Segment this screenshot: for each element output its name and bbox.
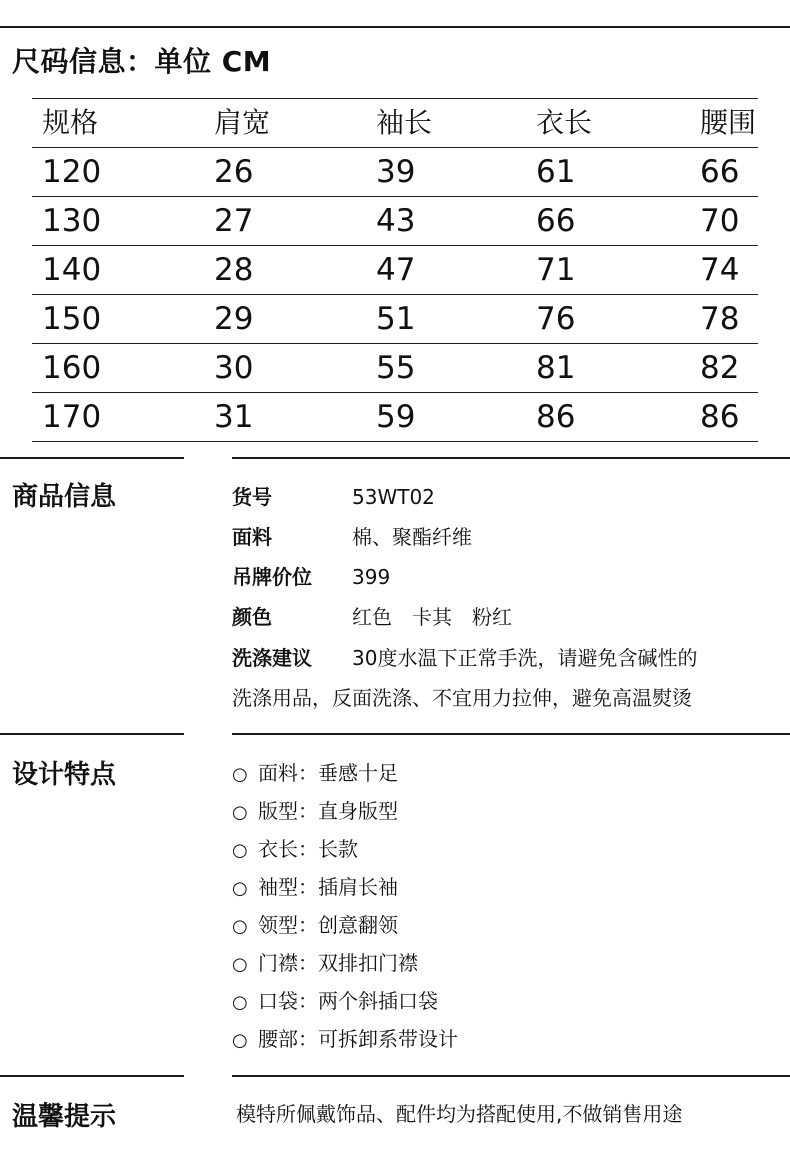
table-cell: 76 [536,301,576,337]
field-label: 吊牌价位 [232,565,312,589]
field-label: 货号 [232,485,272,509]
header-cell: 袖长 [376,106,433,139]
table-cell: 70 [700,203,740,239]
table-cell: 31 [214,399,254,435]
circle-bullet-icon: ○ [232,764,248,785]
feature-item [232,986,438,1016]
circle-bullet-icon: ○ [232,954,248,975]
field-value: 红色 卡其 粉红 [352,605,512,629]
table-cell: 81 [536,350,576,386]
feature-item [232,910,398,940]
circle-bullet-icon: ○ [232,992,248,1013]
section-divider-right [232,457,790,459]
header-cell: 衣长 [536,106,593,139]
feature-item [232,834,358,864]
feature-text: 腰部：可拆卸系带设计 [258,1027,458,1051]
size-table-header [32,98,758,148]
table-cell: 28 [214,252,254,288]
header-cell: 规格 [42,106,99,139]
table-cell: 29 [214,301,254,337]
table-cell: 86 [536,399,576,435]
header-cell: 肩宽 [214,106,271,139]
feature-text: 袖型：插肩长袖 [258,875,398,899]
table-cell: 74 [700,252,740,288]
feature-item [232,1024,458,1054]
circle-bullet-icon: ○ [232,802,248,823]
product-field-price [232,562,390,592]
table-cell: 59 [376,399,416,435]
circle-bullet-icon: ○ [232,916,248,937]
feature-text: 口袋：两个斜插口袋 [258,989,438,1013]
field-label: 洗涤建议 [232,646,312,670]
feature-item [232,758,398,788]
washing-continued: 洗涤用品，反面洗涤、不宜用力拉伸，避免高温熨烫 [232,686,692,710]
circle-bullet-icon: ○ [232,1030,248,1051]
feature-text: 领型：创意翻领 [258,913,398,937]
table-cell: 78 [700,301,740,337]
product-field-washing [232,643,697,673]
table-cell: 66 [536,203,576,239]
feature-text: 面料：垂感十足 [258,761,398,785]
table-cell: 43 [376,203,416,239]
table-cell: 66 [700,154,740,190]
field-value: 棉、聚酯纤维 [352,525,472,549]
feature-text: 衣长：长款 [258,837,358,861]
feature-item [232,948,418,978]
table-cell: 71 [536,252,576,288]
field-value: 53WT02 [352,485,435,509]
field-value: 30度水温下正常手洗，请避免含碱性的 [352,646,698,670]
table-cell: 120 [42,154,102,190]
table-cell: 140 [42,252,102,288]
header-cell: 腰围 [700,106,757,139]
design-features-title: 设计特点 [12,760,117,790]
field-label: 面料 [232,525,272,549]
section-divider-left [0,733,184,735]
table-row [32,197,758,246]
table-cell: 26 [214,154,254,190]
product-info-title: 商品信息 [12,482,117,512]
table-cell: 160 [42,350,102,386]
feature-text: 门襟：双排扣门襟 [258,951,418,975]
table-row [32,295,758,344]
section-divider-left [0,1075,184,1077]
table-cell: 170 [42,399,102,435]
tips-text: 模特所佩戴饰品、配件均为搭配使用,不做销售用途 [236,1102,683,1126]
top-divider [0,26,790,28]
circle-bullet-icon: ○ [232,840,248,861]
field-label: 颜色 [232,605,272,629]
table-cell: 55 [376,350,416,386]
table-cell: 86 [700,399,740,435]
table-cell: 27 [214,203,254,239]
table-cell: 39 [376,154,416,190]
feature-text: 版型：直身版型 [258,799,398,823]
section-divider-right [232,733,790,735]
feature-item [232,796,398,826]
table-cell: 130 [42,203,102,239]
table-row [32,246,758,295]
table-cell: 30 [214,350,254,386]
table-cell: 47 [376,252,416,288]
table-cell: 82 [700,350,740,386]
field-value: 399 [352,565,391,589]
table-cell: 51 [376,301,416,337]
product-field-item-number [232,482,435,512]
table-row [32,393,758,442]
table-row [32,344,758,393]
tips-title: 温馨提示 [12,1102,117,1132]
section-divider-right [232,1075,790,1077]
section-divider-left [0,457,184,459]
circle-bullet-icon: ○ [232,878,248,899]
table-row [32,148,758,197]
product-field-fabric [232,522,472,552]
product-field-colors [232,602,512,632]
size-table [32,98,758,442]
size-info-title: 尺码信息：单位 CM [12,45,272,78]
table-cell: 150 [42,301,102,337]
feature-item [232,872,398,902]
table-cell: 61 [536,154,576,190]
